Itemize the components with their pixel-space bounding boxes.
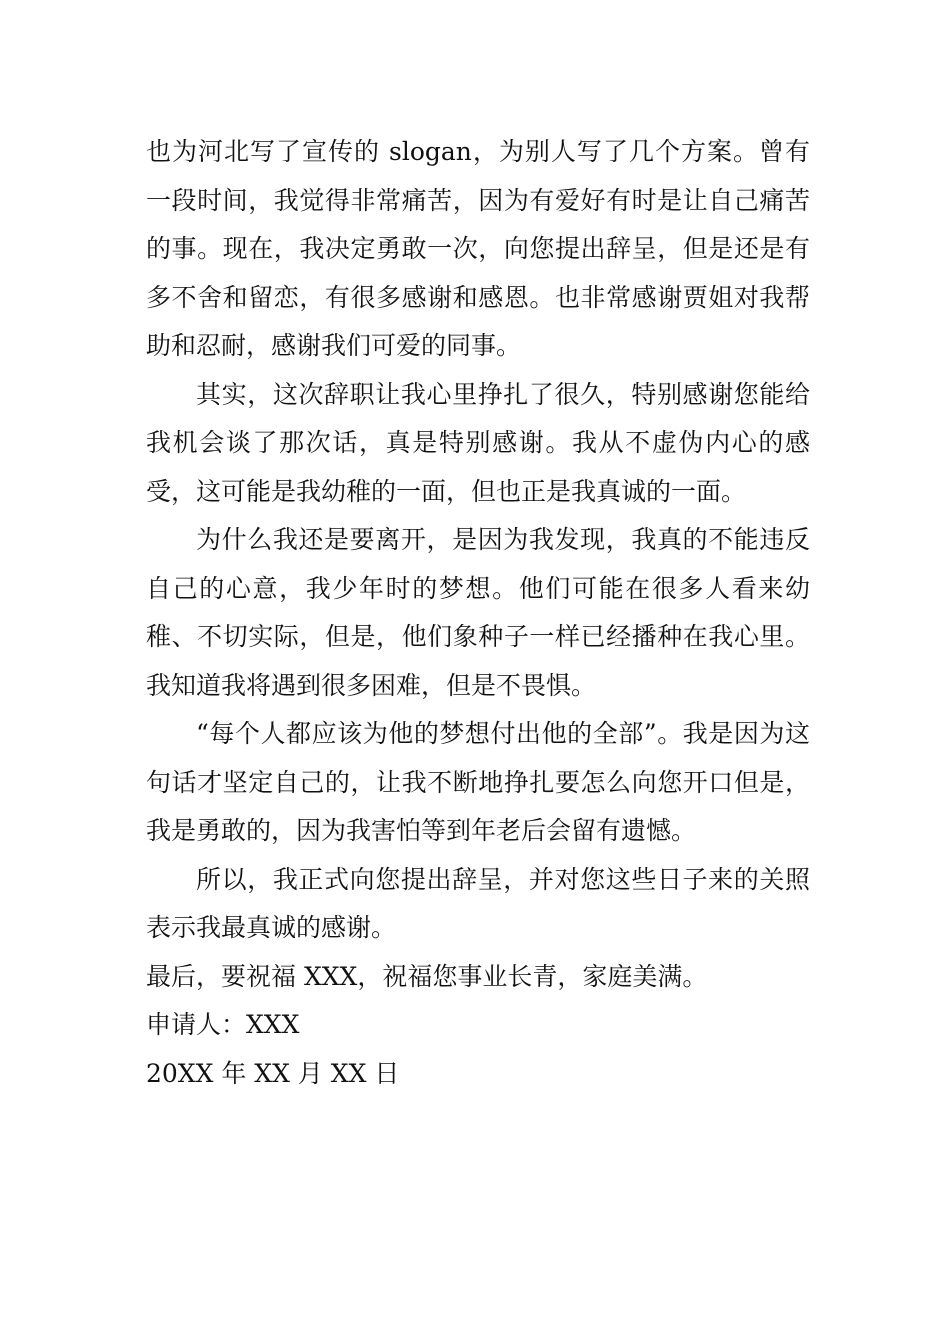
closing-blessing: 最后，要祝福 XXX，祝福您事业长青，家庭美满。 [146, 961, 708, 991]
paragraph-continuation: 也为河北写了宣传的 slogan，为别人写了几个方案。曾有一段时间，我觉得非常痛苦，因为有爱好有时是让自己痛苦的事。现在，我决定勇敢一次，向您提出辞呈，但是还是有多不舍和留恋，有很多感谢和感恩。也非常感谢贾姐对我帮助和忍耐，感谢我们可爱的同事。 [146, 137, 810, 360]
applicant-signature: 申请人：XXX [146, 1010, 300, 1039]
paragraph-resignation: 所以，我正式向您提出辞呈，并对您这些日子来的关照表示我最真诚的感谢。 [146, 864, 810, 942]
paragraph-reason: 为什么我还是要离开，是因为我发现，我真的不能违反自己的心意，我少年时的梦想。他们可能在很多人看来幼稚、不切实际，但是，他们象种子一样已经播种在我心里。我知道我将遇到很多困难，但是不畏惧。 [146, 525, 810, 700]
paragraph-struggle: 其实，这次辞职让我心里挣扎了很久，特别感谢您能给我机会谈了那次话，真是特别感谢。我从不虚伪内心的感受，这可能是我幼稚的一面，但也正是我真诚的一面。 [146, 379, 810, 506]
letter-body [146, 128, 810, 1098]
paragraph-quote: “每个人都应该为他的梦想付出他的全部”。我是因为这句话才坚定自己的，让我不断地挣扎要怎么向您开口但是，我是勇敢的，因为我害怕等到年老后会留有遗憾。 [146, 719, 810, 845]
letter-date: 20XX 年 XX 月 XX 日 [146, 1058, 400, 1088]
